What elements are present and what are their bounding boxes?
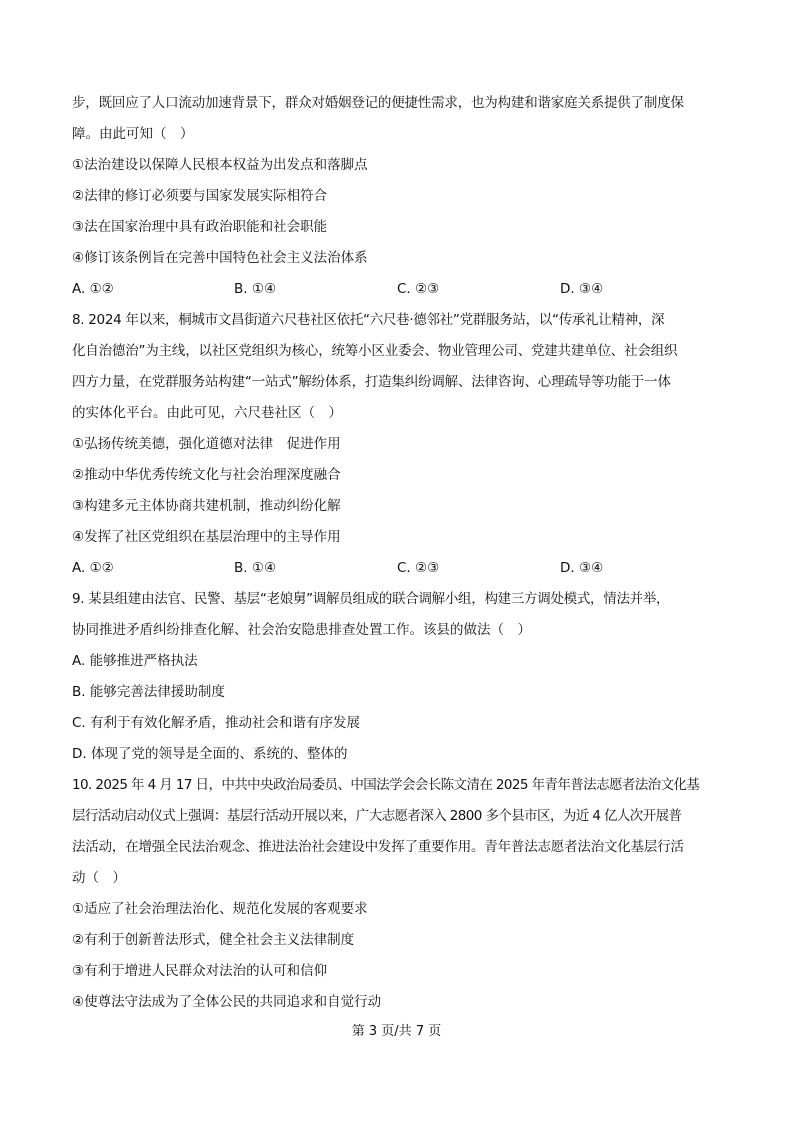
- q7-option-d[interactable]: D. ③④: [560, 281, 604, 297]
- q8-options: [72, 553, 722, 584]
- q9-stem-line-1: 9. 某县组建由法官、民警、基层“老娘舅”调解员组成的联合调解小组，构建三方调处模式，情法并举，: [72, 591, 670, 607]
- q7-statement-4: ④修订该条例旨在完善中国特色社会主义法治体系: [72, 250, 368, 266]
- q9-option-d[interactable]: D. 体现了党的领导是全面的、系统的、整体的: [72, 746, 348, 762]
- q8-stem-line-3: 四方力量，在党群服务站构建“一站式”解纷体系，打造集纠纷调解、法律咨询、心理疏导等功能于一体: [72, 374, 671, 390]
- q10-stem-line-2: 层行活动启动仪式上强调：基层行活动开展以来，广大志愿者深入 2800 多个县市区，为近 4 亿人次开展普: [72, 808, 682, 824]
- q10-statement-3: ③有利于增进人民群众对法治的认可和信仰: [72, 963, 328, 979]
- q7-option-b[interactable]: B. ①④: [234, 281, 277, 297]
- q8-stem-line-2: 化自治德治”为主线，以社区党组织为核心，统筹小区业委会、物业管理公司、党建共建单位、社会组织: [72, 343, 678, 359]
- exam-page-content: [72, 88, 722, 1018]
- q7-statement-3: ③法在国家治理中具有政治职能和社会职能: [72, 219, 328, 235]
- q7-statement-1: ①法治建设以保障人民根本权益为出发点和落脚点: [72, 157, 368, 173]
- q10-stem-line-3: 法活动，在增强全民法治观念、推进法治社会建设中发挥了重要作用。青年普法志愿者法治文化基层行活: [72, 839, 684, 855]
- q7-options: [72, 274, 722, 305]
- q10-statement-4: ④使尊法守法成为了全体公民的共同追求和自觉行动: [72, 994, 382, 1010]
- q9-option-a[interactable]: A. 能够推进严格执法: [72, 653, 198, 669]
- q9-option-b[interactable]: B. 能够完善法律援助制度: [72, 684, 225, 700]
- q8-stem-line-1: 8. 2024 年以来，桐城市文昌街道六尺巷社区依托“六尺巷·德邻社”党群服务站，以“传承礼让精神，深: [72, 312, 665, 328]
- q10-statement-2: ②有利于创新普法形式，健全社会主义法律制度: [72, 932, 355, 948]
- q8-option-c[interactable]: C. ②③: [397, 560, 440, 576]
- q8-option-d[interactable]: D. ③④: [560, 560, 604, 576]
- q7-stem-line-1: 步，既回应了人口流动加速背景下，群众对婚姻登记的便捷性需求，也为构建和谐家庭关系提供了制度保: [72, 95, 684, 111]
- q10-stem-line-1: 10. 2025 年 4 月 17 日，中共中央政治局委员、中国法学会会长陈文清在 2025 年青年普法志愿者法治文化基: [72, 777, 700, 793]
- q7-option-c[interactable]: C. ②③: [397, 281, 440, 297]
- q10-statement-1: ①适应了社会治理法治化、规范化发展的客观要求: [72, 901, 368, 917]
- q8-statement-4: ④发挥了社区党组织在基层治理中的主导作用: [72, 529, 341, 545]
- q9-stem-line-2: 协同推进矛盾纠纷排查化解、社会治安隐患排查处置工作。该县的做法（ ）: [72, 622, 531, 638]
- q8-stem-line-4: 的实体化平台。由此可见，六尺巷社区（ ）: [72, 405, 342, 421]
- q7-option-a[interactable]: A. ①②: [72, 281, 114, 297]
- q8-option-b[interactable]: B. ①④: [234, 560, 277, 576]
- q7-stem-line-2: 障。由此可知（ ）: [72, 126, 194, 142]
- q7-statement-2: ②法律的修订必须要与国家发展实际相符合: [72, 188, 328, 204]
- page-number-footer: 第 3 页/共 7 页: [351, 1024, 442, 1039]
- q8-option-a[interactable]: A. ①②: [72, 560, 114, 576]
- q10-stem-line-4: 动（ ）: [72, 870, 126, 886]
- q8-statement-3: ③构建多元主体协商共建机制，推动纠纷化解: [72, 498, 341, 514]
- q8-statement-2: ②推动中华优秀传统文化与社会治理深度融合: [72, 467, 341, 483]
- q9-option-c[interactable]: C. 有利于有效化解矛盾，推动社会和谐有序发展: [72, 715, 361, 731]
- q8-statement-1: ①弘扬传统美德，强化道德对法律 促进作用: [72, 436, 341, 452]
